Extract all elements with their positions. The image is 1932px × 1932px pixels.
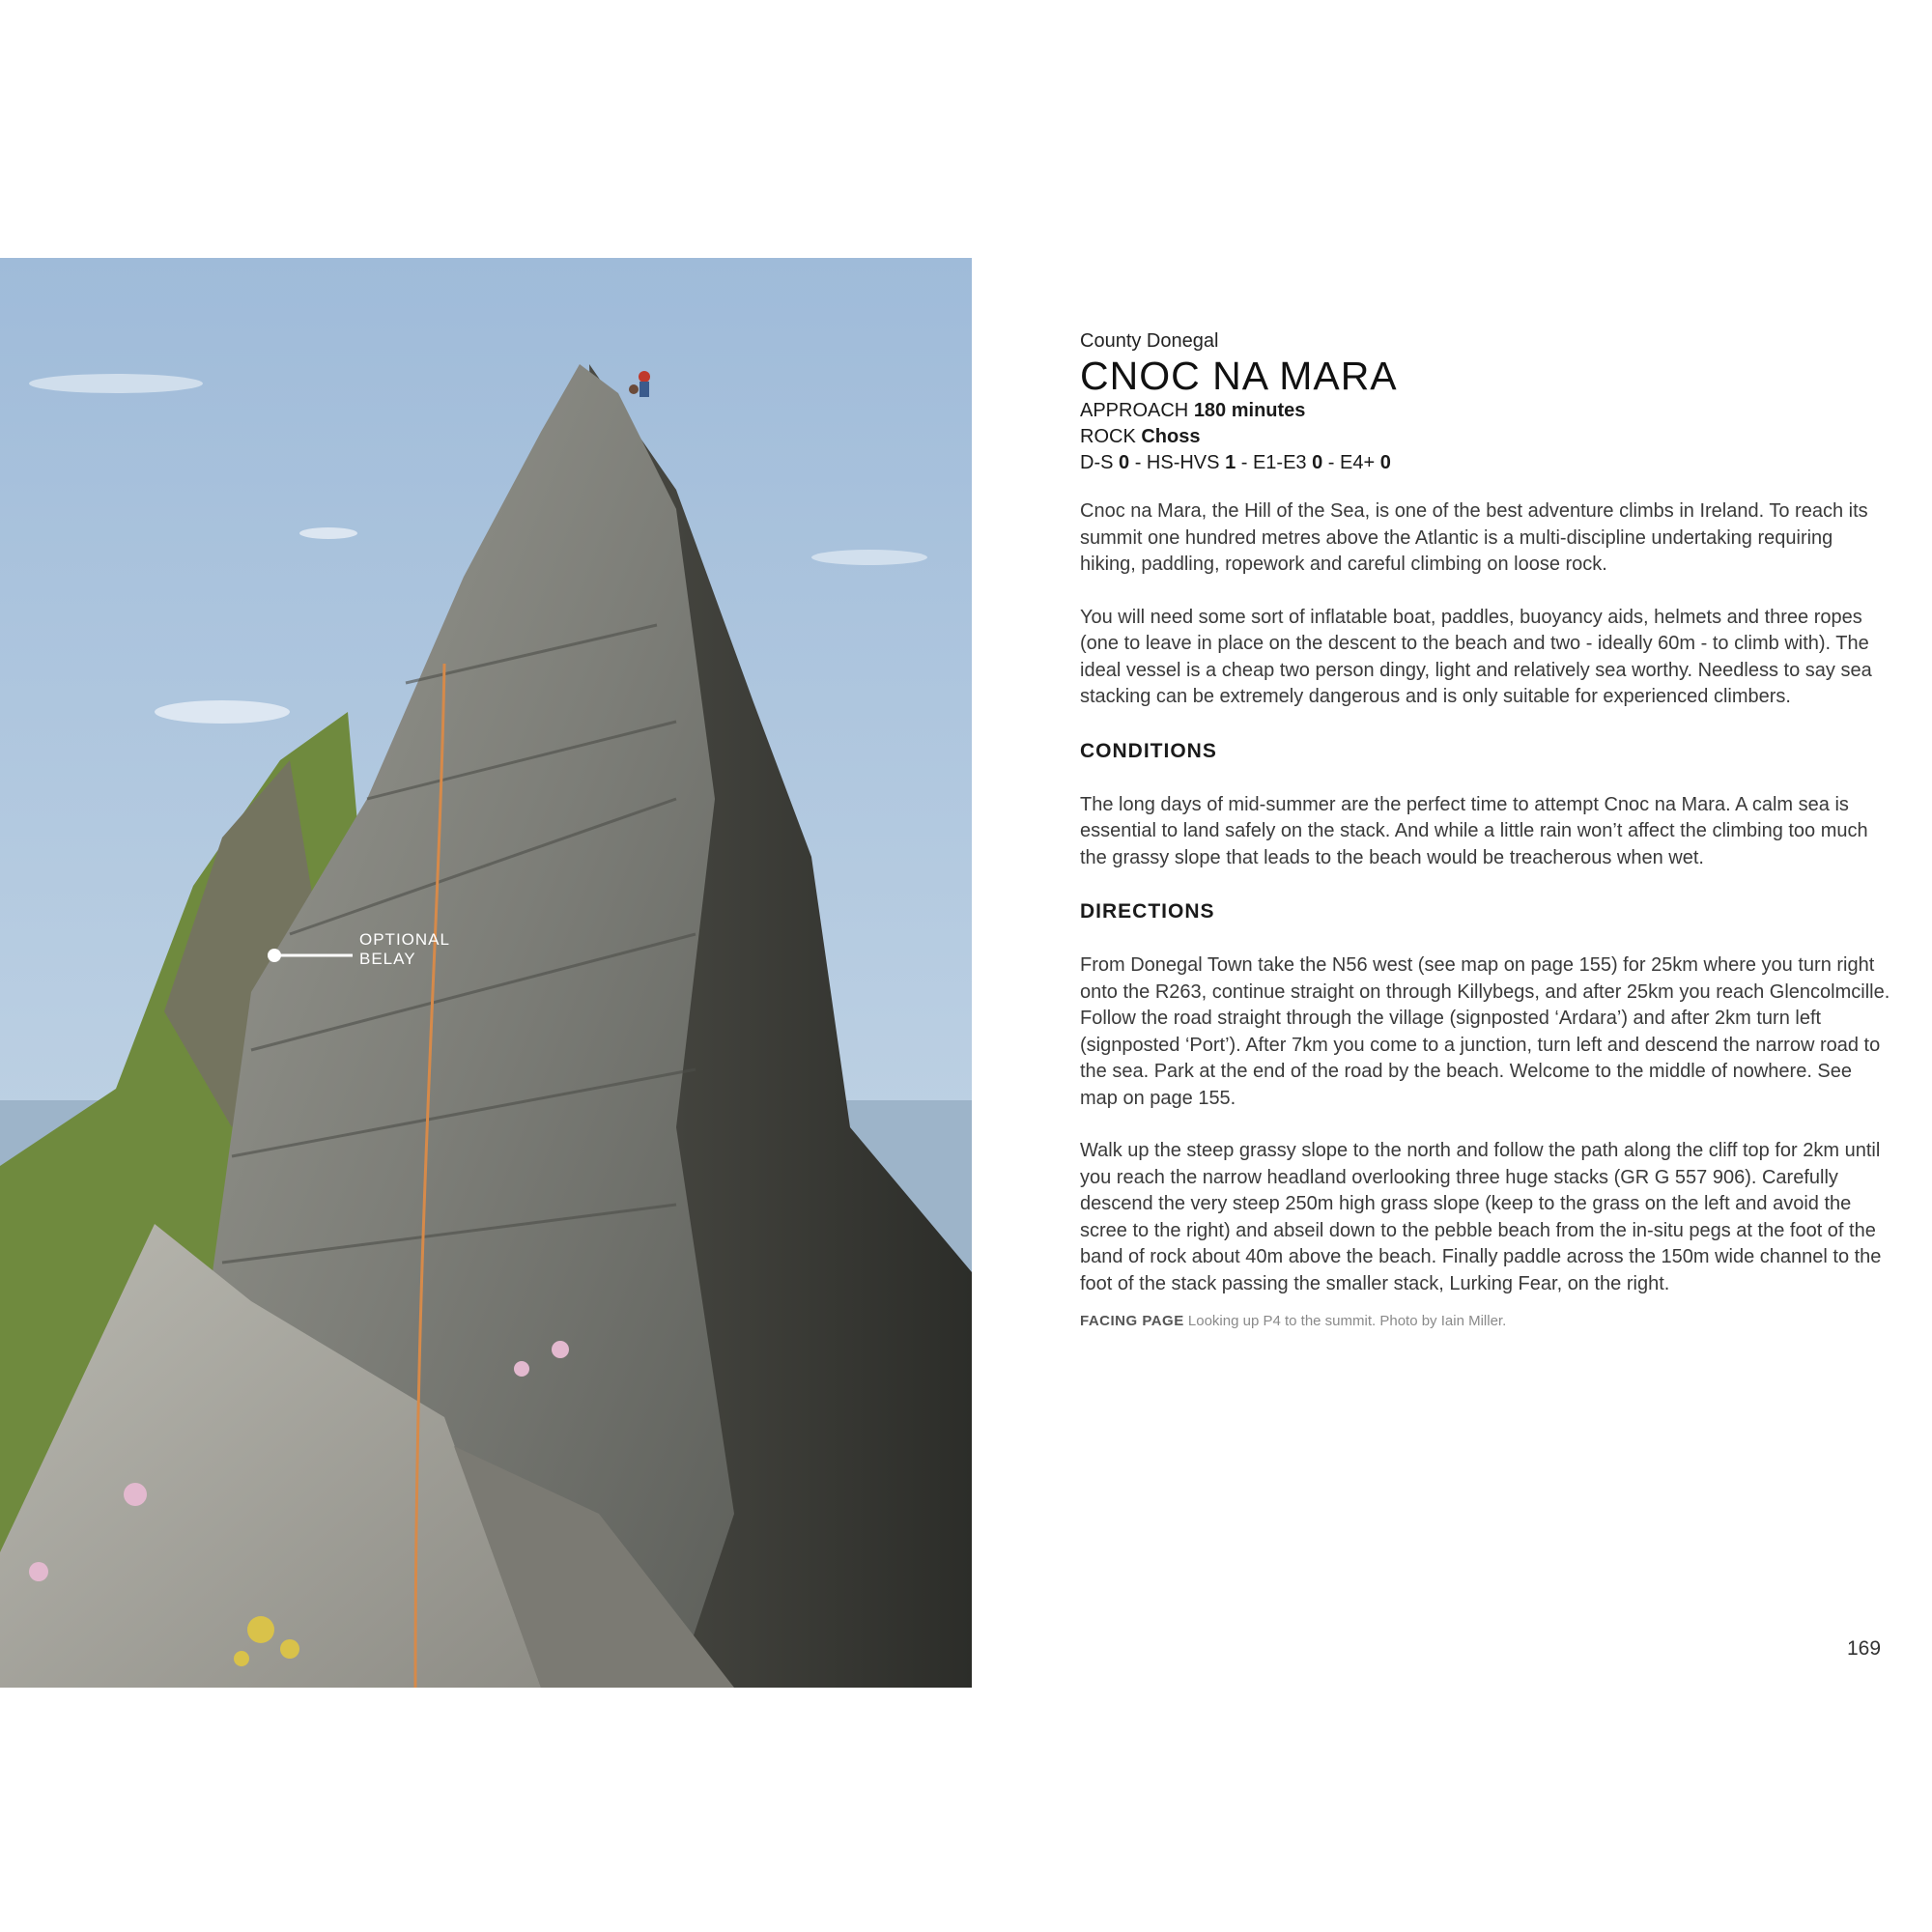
grade-count: 1	[1225, 452, 1236, 473]
caption-label: FACING PAGE	[1080, 1313, 1184, 1329]
page-number: 169	[1847, 1637, 1882, 1660]
page-title: CNOC NA MARA	[1080, 354, 1398, 398]
directions-heading: DIRECTIONS	[1080, 900, 1215, 923]
rock-value: Choss	[1141, 426, 1201, 447]
grade-count: 0	[1379, 452, 1391, 473]
grade-label: E1-E3	[1252, 452, 1307, 473]
cloud	[811, 550, 927, 565]
directions-paragraph-2: Walk up the steep grassy slope to the north and follow the path along the cliff top for 2km until you reach the narrow headland overlooking three huge stacks (GR G 557 906). Carefully descend the very steep 250m high grass slope (keep to the grass on the left and avoid the scree to the right) and abseil down to the pebble beach from the in-situ pegs at the foot of the band of rock about 40m above the beach. Finally paddle across the 150m wide channel to the foot of the stack passing the smaller stack, Lurking Fear, on the right.	[1080, 1140, 1882, 1294]
photo-illustration	[0, 258, 972, 1688]
grade-separator: -	[1129, 452, 1147, 473]
grade-label: HS-HVS	[1146, 452, 1220, 473]
grade-separator: -	[1322, 452, 1341, 473]
grade-label: D-S	[1080, 452, 1114, 473]
grade-label: E4+	[1340, 452, 1376, 473]
conditions-paragraph: The long days of mid-summer are the perfect time to attempt Cnoc na Mara. A calm sea is essential to land safely on the stack. And while a little rain won’t affect the climbing too much the grassy slope that leads to the beach would be treacherous when wet.	[1080, 793, 1868, 868]
optional-belay-label	[359, 930, 450, 969]
approach-value: 180 minutes	[1193, 400, 1306, 421]
sea-stack-photo	[0, 258, 972, 1688]
route-description-column	[1080, 328, 1891, 1331]
grade-counts	[1080, 450, 1891, 476]
intro-paragraph-2: You will need some sort of inflatable boat, paddles, buoyancy aids, helmets and three ropes (one to leave in place on the descent to the beach and two - ideally 60m - to climb with). The ideal vessel is a cheap two person dingy, light and relatively sea worthy. Needless to say sea stacking can be extremely dangerous and is only suitable for experienced climbers.	[1080, 606, 1872, 707]
cloud	[299, 527, 357, 539]
cloud	[155, 700, 290, 724]
cloud	[29, 374, 203, 393]
belay-label-line1: OPTIONAL	[359, 930, 450, 949]
rock-line	[1080, 424, 1891, 450]
grade-count: 0	[1312, 452, 1323, 473]
grade-separator: -	[1236, 452, 1253, 473]
region-label: County Donegal	[1080, 330, 1219, 352]
grade-count: 0	[1119, 452, 1130, 473]
rock-label: ROCK	[1080, 426, 1136, 447]
conditions-heading: CONDITIONS	[1080, 739, 1217, 762]
caption-text: Looking up P4 to the summit. Photo by Iain Miller.	[1187, 1313, 1507, 1329]
intro-paragraph-1: Cnoc na Mara, the Hill of the Sea, is one of the best adventure climbs in Ireland. To reach its summit one hundred metres above the Atlantic is a multi-discipline undertaking requiring hiking, paddling, ropework and careful climbing on loose rock.	[1080, 500, 1868, 575]
approach-line	[1080, 398, 1891, 424]
belay-label-line2: BELAY	[359, 950, 416, 968]
approach-label: APPROACH	[1080, 400, 1189, 421]
photo-caption	[1080, 1312, 1891, 1331]
belay-marker-dot	[268, 949, 281, 962]
directions-paragraph-1: From Donegal Town take the N56 west (see map on page 155) for 25km where you turn right onto the R263, continue straight on through Killybegs, and after 25km you reach Glencolmcille. Follow the road straight through the village (signposted ‘Ardara’) and after 2km turn left (signposted ‘Port’). After 7km you come to a junction, turn left and descend the narrow road to the sea. Park at the end of the road by the beach. Welcome to the middle of nowhere. See map on page 155.	[1080, 954, 1890, 1109]
